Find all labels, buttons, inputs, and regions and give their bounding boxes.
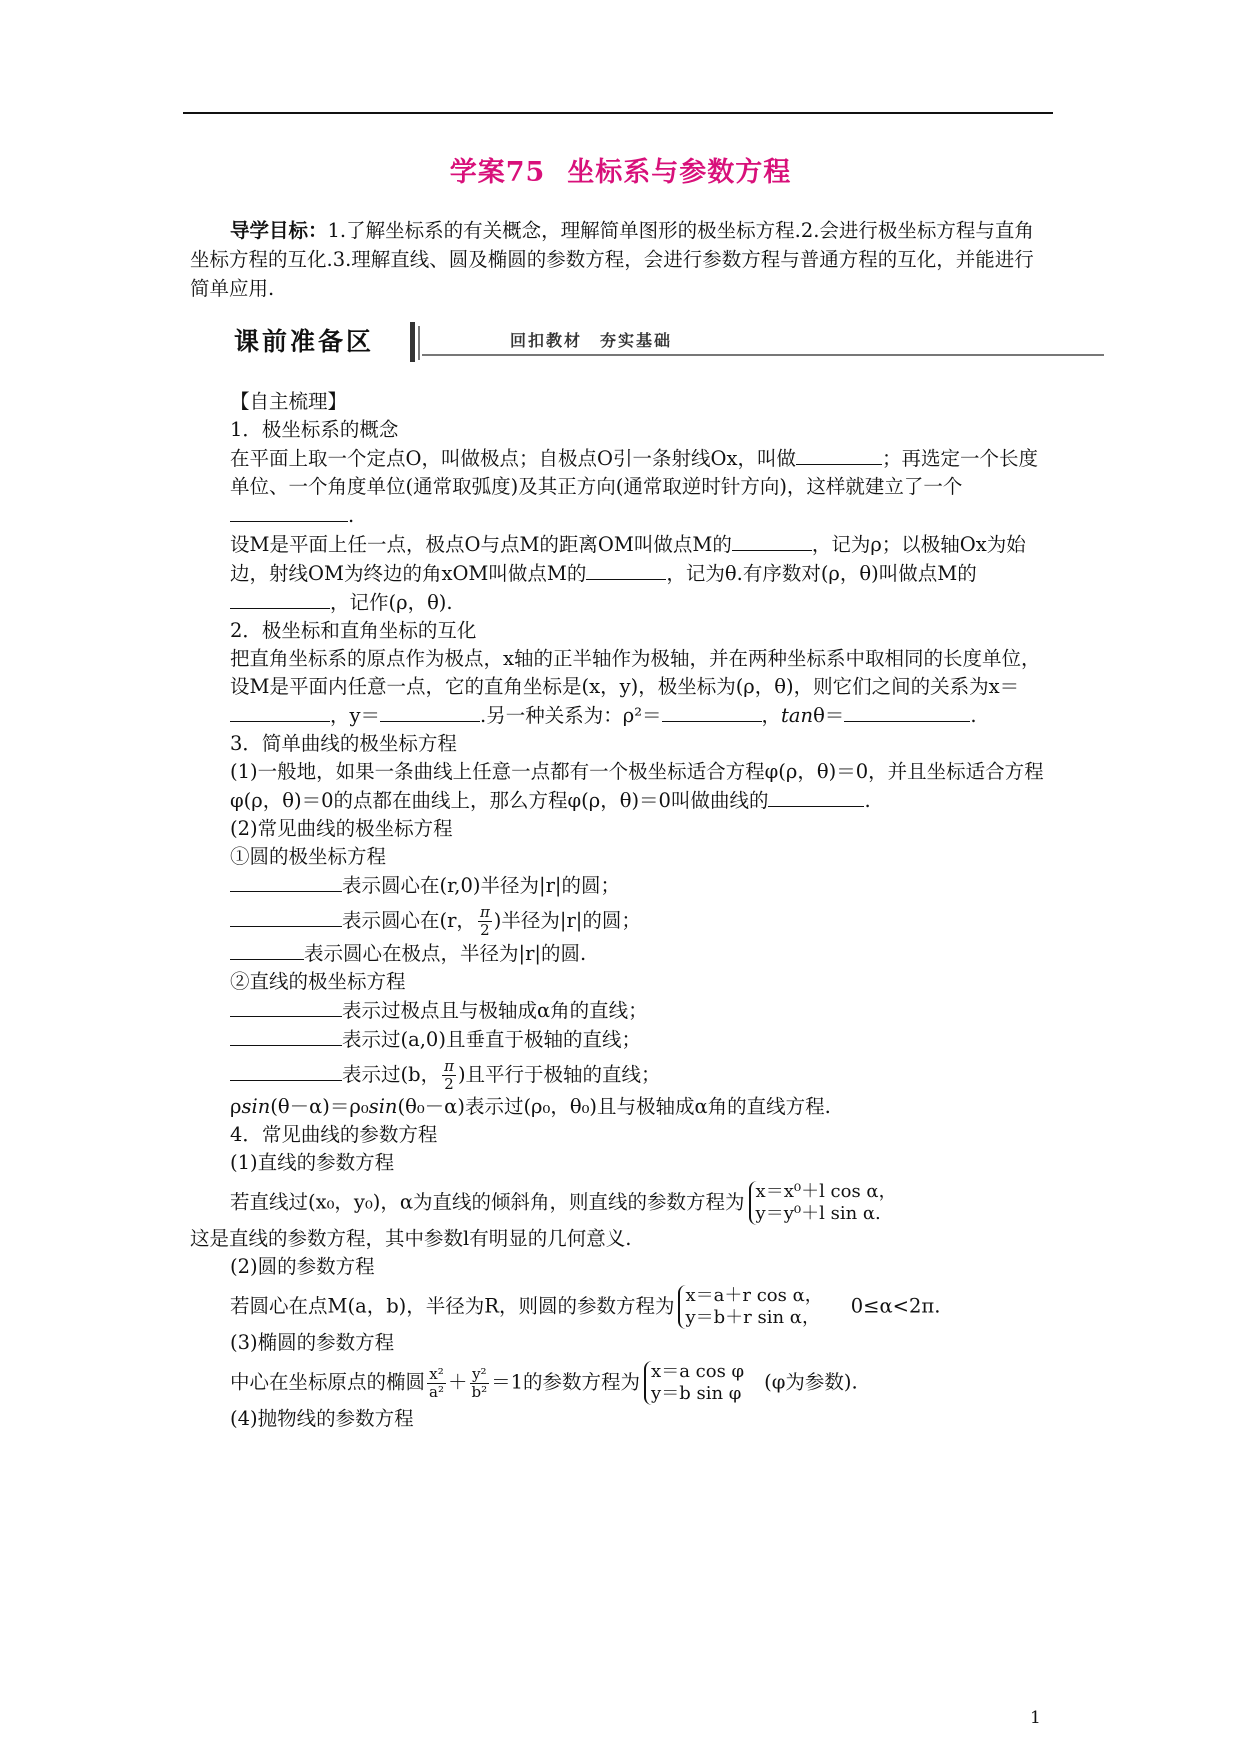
answer-blank[interactable]	[230, 588, 330, 609]
circle-eq-2: 表示圆心在(r， $\frac{\pi}{2}$ )半径为|r|的圆；	[190, 904, 1052, 939]
answer-blank[interactable]	[844, 701, 970, 722]
answer-blank[interactable]	[732, 530, 812, 551]
heading-1: 1．极坐标系的概念	[230, 418, 399, 441]
sub-heading-common: (2)常见曲线的极坐标方程	[230, 817, 453, 840]
fraction-y2-b2: $\frac{\text{y²}}{\text{b²}}$	[471, 1364, 488, 1401]
top-rule	[183, 112, 1053, 114]
line-eq-4: ρsin(θ－α)＝ρ₀sin(θ₀－α)表示过(ρ₀，θ₀)且与极轴成α角的直线方程.	[230, 1095, 831, 1118]
learning-goal	[190, 216, 1050, 303]
fraction-x2-a2: $\frac{\text{x²}}{\text{a²}}$	[429, 1364, 444, 1401]
section-banner	[234, 322, 1104, 370]
sub-heading-parabola-param: (4)抛物线的参数方程	[230, 1407, 414, 1430]
page-number: 1	[1030, 1708, 1041, 1728]
circle-param-eq: 若圆心在点M(a，b)，半径为R，则圆的参数方程为 x＝a＋r cos α， y＝b＋r sin α， 0≤α<2π.	[230, 1285, 941, 1328]
heading-4: 4．常见曲线的参数方程	[230, 1123, 438, 1146]
title-sub: 坐标系与参数方程	[567, 157, 792, 188]
fraction-pi-over-2: $\frac{\pi}{2}$	[479, 903, 490, 939]
heading-2: 2．极坐标和直角坐标的互化	[230, 619, 477, 642]
line-eq-3: 表示过(b， $\frac{\pi}{2}$ )且平行于极轴的直线；	[190, 1058, 1052, 1093]
answer-blank[interactable]	[796, 444, 882, 465]
para-polar-coords: 设M是平面上任一点，极点O与点M的距离OM叫做点M的 ，记为ρ；以极轴Ox为始边，射线OM为终边的角xOM叫做点M的 ，记为θ.有序数对(ρ，θ)叫做点M的，记作(ρ，θ).	[190, 530, 1052, 617]
equation-system: x＝a cos φ y＝b sin φ	[644, 1361, 744, 1405]
fraction-pi-over-2: $\frac{\pi}{2}$	[444, 1057, 454, 1093]
answer-blank[interactable]	[230, 701, 330, 722]
goal-label: 导学目标：	[230, 219, 328, 242]
line-param-eq: 若直线过(x₀，y₀)，α为直线的倾斜角，则直线的参数方程为 x＝x⁰＋l cos α， y＝y⁰＋l sin α.	[230, 1181, 897, 1224]
answer-blank[interactable]	[230, 1025, 342, 1046]
goal-text: 1.了解坐标系的有关概念，理解简单图形的极坐标方程.2.会进行极坐标方程与直角坐标方程的互化.3.理解直线、圆及椭圆的参数方程，会进行参数方程与普通方程的互化，并能进行简单应用.	[190, 219, 1034, 300]
para-polar-equation: (1)一般地，如果一条曲线上任意一点都有一个极坐标适合方程φ(ρ，θ)＝0，并且坐标适合方程φ(ρ，θ)＝0的点都在曲线上，那么方程φ(ρ，θ)＝0叫做曲线的 .	[230, 760, 1044, 812]
equation-system: x＝a＋r cos α， y＝b＋r sin α，	[678, 1285, 822, 1329]
line-eq-1: 表示过极点且与极轴成α角的直线；	[190, 996, 1052, 1025]
answer-blank[interactable]	[230, 906, 342, 927]
banner-tag: 课前准备区	[234, 327, 375, 356]
sub-heading-circle: ①圆的极坐标方程	[230, 845, 387, 868]
heading-3: 3．简单曲线的极坐标方程	[230, 732, 457, 755]
sub-heading-line-param: (1)直线的参数方程	[230, 1151, 395, 1174]
sub-heading-circle-param: (2)圆的参数方程	[230, 1255, 375, 1278]
line-eq-2: 表示过(a,0)且垂直于极轴的直线；	[190, 1025, 1052, 1054]
banner-subtitle: 回扣教材 夯实基础	[510, 331, 673, 350]
line-param-note: 这是直线的参数方程，其中参数l有明显的几何意义.	[190, 1227, 632, 1250]
sub-heading-ellipse-param: (3)椭圆的参数方程	[230, 1331, 395, 1354]
answer-blank[interactable]	[230, 501, 348, 522]
answer-blank[interactable]	[230, 939, 304, 960]
circle-eq-3: 表示圆心在极点，半径为|r|的圆.	[190, 939, 1052, 968]
title-main: 学案75	[449, 157, 546, 188]
circle-eq-1: 表示圆心在(r,0)半径为|r|的圆；	[190, 871, 1052, 900]
answer-blank[interactable]	[230, 996, 342, 1017]
banner-rule	[422, 354, 1104, 356]
para-polar-def: 在平面上取一个定点O，叫做极点；自极点O引一条射线Ox，叫做 ；再选定一个长度单位、一个角度单位(通常取弧度)及其正方向(通常取逆时针方向)，这样就建立了一个.	[190, 444, 1052, 530]
page-title	[0, 150, 1241, 189]
answer-blank[interactable]	[586, 559, 666, 580]
equation-system: x＝x⁰＋l cos α， y＝y⁰＋l sin α.	[749, 1181, 897, 1225]
document-body	[190, 388, 1052, 1433]
answer-blank[interactable]	[768, 786, 864, 807]
answer-blank[interactable]	[662, 701, 762, 722]
answer-blank[interactable]	[380, 701, 480, 722]
banner-bar-thin	[418, 326, 420, 360]
answer-blank[interactable]	[230, 1060, 342, 1081]
section-label: 【自主梳理】	[230, 390, 348, 413]
para-conversion: 把直角坐标系的原点作为极点，x轴的正半轴作为极轴，并在两种坐标系中取相同的长度单位，设M是平面内任意一点，它的直角坐标是(x，y)，极坐标为(ρ，θ)，则它们之间的关系为x＝，y＝ .另一种关系为：ρ²＝ ，tanθ＝ .	[230, 647, 1041, 727]
ellipse-param-eq: 中心在坐标原点的椭圆 $\frac{\text{x²}}{\text{a²}}$ ＋ $\frac{\text{y²}}{\text{b²}}$ ＝1的参数方程为 x＝a cos φ y＝b sin φ (φ为参数).	[230, 1361, 858, 1404]
banner-bar	[410, 322, 415, 362]
sub-heading-line: ②直线的极坐标方程	[230, 970, 406, 993]
answer-blank[interactable]	[230, 871, 342, 892]
